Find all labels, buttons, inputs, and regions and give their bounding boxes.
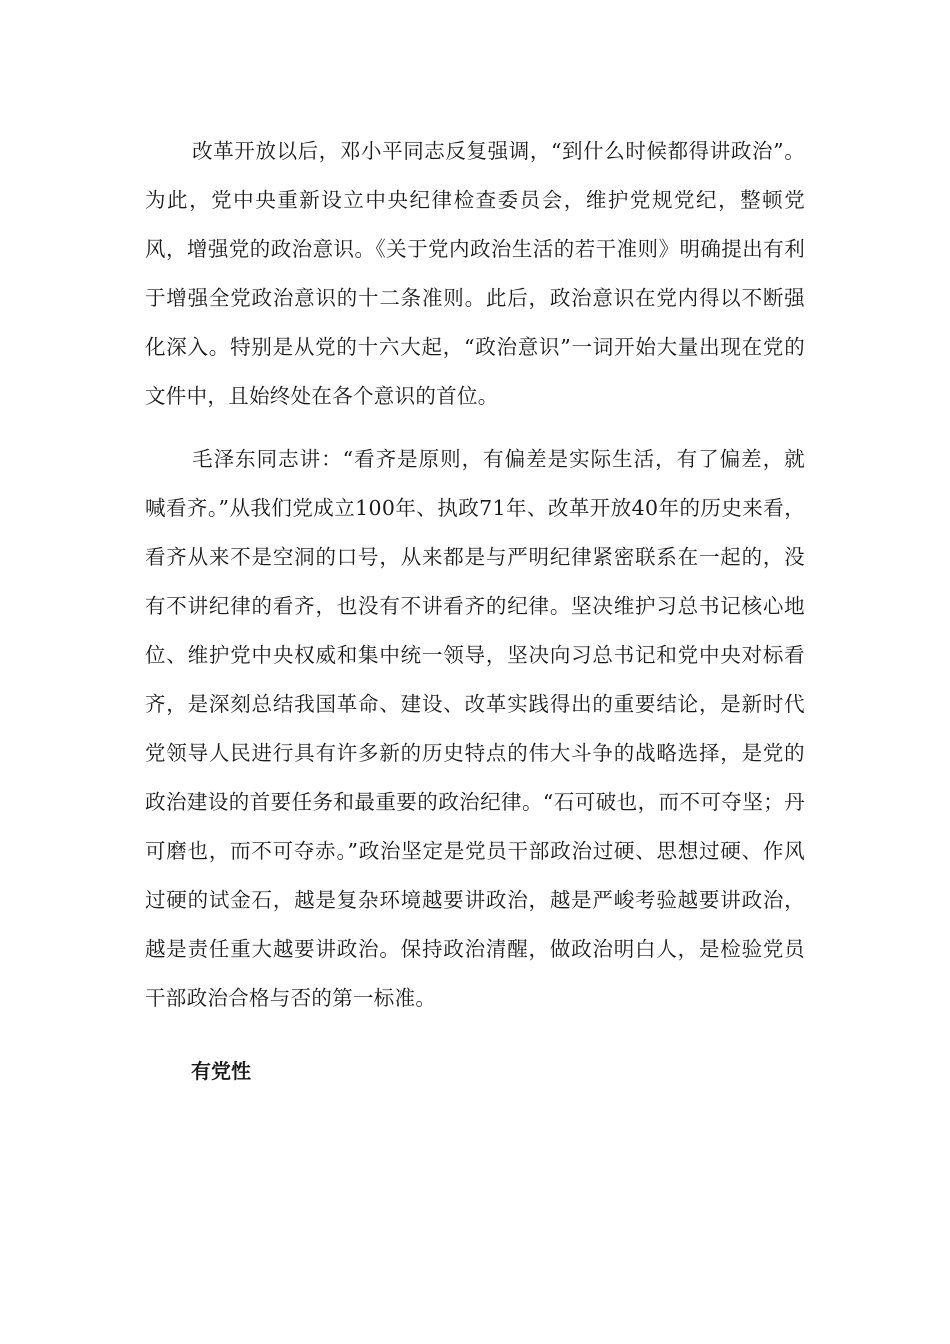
- paragraph-alignment-discipline: 毛泽东同志讲：“看齐是原则，有偏差是实际生活，有了偏差，就喊看齐。”从我们党成立100年、执政71年、改革开放40年的历史来看，看齐从来不是空洞的口号，从来都是与严明纪律紧密联系在一起的，没有不讲纪律的看齐，也没有不讲看齐的纪律。坚决维护习总书记核心地位、维护党中央权威和集中统一领导，坚决向习总书记和党中央对标看齐，是深刻总结我国革命、建设、改革实践得出的重要结论，是新时代党领导人民进行具有许多新的历史特点的伟大斗争的战略选择，是党的政治建设的首要任务和最重要的政治纪律。“石可破也，而不可夺坚；丹可磨也，而不可夺赤。”政治坚定是党员干部政治过硬、思想过硬、作风过硬的试金石，越是复杂环境越要讲政治，越是严峻考验越要讲政治，越是责任重大越要讲政治。保持政治清醒，做政治明白人，是检验党员干部政治合格与否的第一标准。: [145, 447, 805, 1010]
- paragraph-political-awareness: 改革开放以后，邓小平同志反复强调，“到什么时候都得讲政治”。为此，党中央重新设立中央纪律检查委员会，维护党规党纪，整顿党风，增强党的政治意识。《关于党内政治生活的若干准则》明确提出有利于增强全党政治意识的十二条准则。此后，政治意识在党内得以不断强化深入。特别是从党的十六大起，“政治意识”一词开始大量出现在党的文件中，且始终处在各个意识的首位。: [145, 139, 805, 408]
- document-body: [145, 127, 805, 1096]
- section-heading: 有党性: [191, 1059, 251, 1083]
